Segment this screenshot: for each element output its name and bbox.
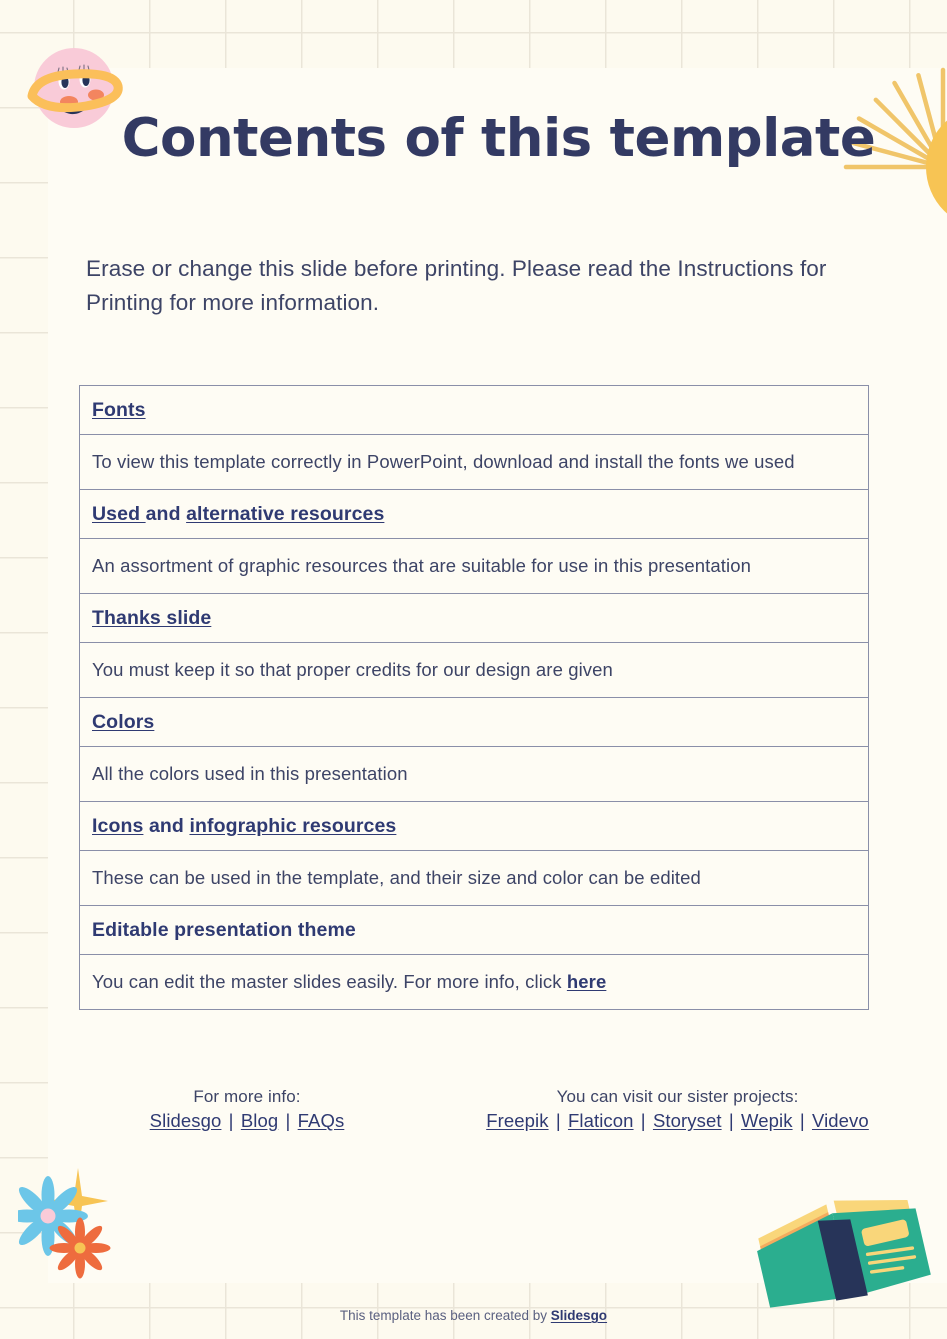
footer-more-info-group: [112, 1087, 382, 1132]
footer-link-blog[interactable]: Blog: [240, 1110, 279, 1131]
footer-link-separator: |: [635, 1110, 651, 1131]
table-header-text: [92, 503, 384, 526]
table-row-description: [80, 539, 868, 594]
table-row-header: [80, 802, 868, 851]
table-header-link[interactable]: infographic resources: [189, 814, 397, 837]
table-header-text: [92, 711, 154, 734]
footer-sister-projects-links[interactable]: [485, 1110, 870, 1132]
footer-link-slidesgo[interactable]: Slidesgo: [149, 1110, 222, 1131]
table-description-text: You can edit the master slides easily. For more info, click here: [92, 971, 607, 992]
table-header-text: [92, 919, 356, 942]
table-description-text: An assortment of graphic resources that are suitable for use in this presentation: [92, 555, 752, 576]
footer-link-separator: |: [550, 1110, 566, 1131]
table-row-description: [80, 435, 868, 490]
table-header-link[interactable]: Fonts: [92, 398, 146, 421]
footer-link-storyset[interactable]: Storyset: [652, 1110, 722, 1131]
table-row-header: [80, 490, 868, 539]
table-header-link[interactable]: Used: [92, 502, 146, 525]
table-row-header: [80, 594, 868, 643]
template-credit: [0, 1308, 947, 1323]
table-header-text: [92, 815, 396, 838]
footer-link-separator: |: [223, 1110, 239, 1131]
footer-link-separator: |: [280, 1110, 296, 1131]
table-header-link[interactable]: Colors: [92, 710, 155, 733]
table-row-description: [80, 747, 868, 802]
table-header-plain: Editable presentation theme: [92, 918, 356, 941]
credit-prefix: This template has been created by: [339, 1308, 551, 1323]
table-header-plain: and: [145, 502, 187, 525]
footer-link-flaticon[interactable]: Flaticon: [567, 1110, 634, 1131]
table-row-header: [80, 906, 868, 955]
table-description-text: You must keep it so that proper credits for our design are given: [92, 659, 613, 680]
credit-slidesgo-link[interactable]: Slidesgo: [550, 1308, 608, 1323]
footer-link-freepik[interactable]: Freepik: [486, 1110, 549, 1131]
page-title: Contents of this template: [121, 108, 876, 169]
intro-paragraph: Erase or change this slide before printing. Please read the Instructions for Printing for more information.: [86, 256, 827, 315]
table-header-link[interactable]: alternative resources: [186, 502, 385, 525]
table-header-link[interactable]: Thanks slide: [92, 606, 212, 629]
footer-more-info-links[interactable]: [112, 1110, 382, 1132]
contents-table: [79, 385, 869, 1010]
footer-sister-projects-title: You can visit our sister projects:: [556, 1087, 799, 1106]
table-description-text: These can be used in the template, and their size and color can be edited: [92, 867, 701, 888]
table-header-text: [92, 399, 146, 422]
footer-link-videvo[interactable]: Videvo: [811, 1110, 869, 1131]
table-row-description: [80, 851, 868, 906]
footer-link-faqs[interactable]: FAQs: [297, 1110, 345, 1131]
table-header-plain: and: [143, 814, 190, 837]
table-header-link[interactable]: Icons: [92, 814, 144, 837]
table-row-header: [80, 698, 868, 747]
footer-link-wepik[interactable]: Wepik: [741, 1110, 793, 1131]
table-row-description: [80, 955, 868, 1010]
footer-link-separator: |: [794, 1110, 810, 1131]
table-header-text: [92, 607, 211, 630]
table-row-header: [80, 386, 868, 435]
table-row-description: [80, 643, 868, 698]
table-description-text: To view this template correctly in PowerPoint, download and install the fonts we used: [92, 451, 795, 472]
footer-sister-projects-group: [485, 1087, 870, 1132]
footer-more-info-title: For more info:: [193, 1087, 301, 1106]
table-description-link[interactable]: here: [566, 971, 607, 992]
footer-link-separator: |: [723, 1110, 739, 1131]
table-description-text: All the colors used in this presentation: [92, 763, 408, 784]
